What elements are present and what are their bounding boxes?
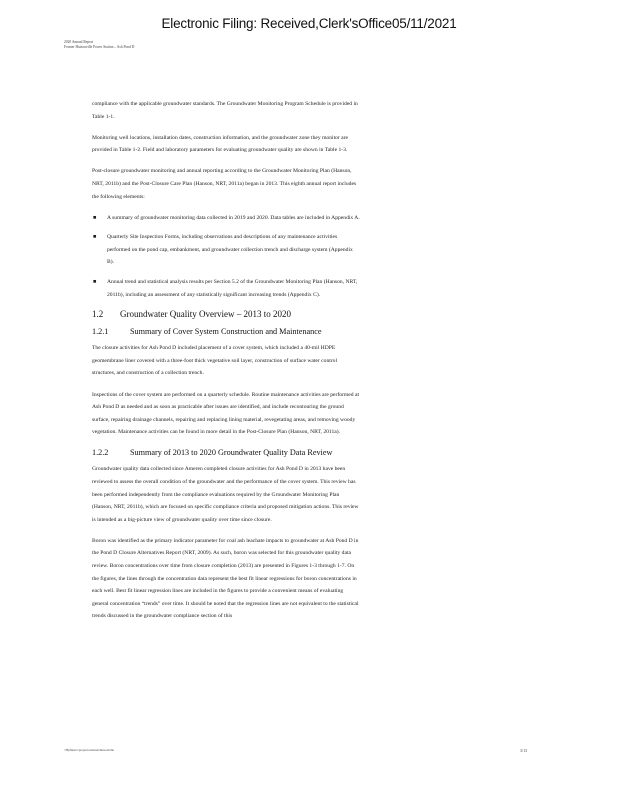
section-title: Groundwater Quality Overview – 2013 to 2020 (120, 309, 291, 320)
running-header (64, 40, 134, 50)
paragraph-monitoring-wells: Monitoring well locations, installation dates, construction information, and the groundwater zone they monitor are provided in Table 1-2. Field and laboratory parameters for evaluating groundwater quality are shown in Table 1-3. (92, 134, 349, 154)
section-heading-1-2-1 (92, 326, 360, 338)
electronic-filing-stamp: Electronic Filing: Received,Clerk'sOffice05/11/2021 (161, 16, 457, 31)
section-number: 1.2.1 (92, 327, 109, 337)
document-body (92, 98, 360, 632)
bullet-square-icon: ■ (93, 234, 97, 241)
running-header-line-1: 2020 Annual Report (64, 40, 94, 44)
bullet-square-icon: ■ (93, 214, 97, 221)
running-header-line-2: Former Hutsonville Power Station – Ash Pond D (64, 45, 135, 49)
list-item (92, 231, 360, 269)
section-number: 1.2 (92, 309, 104, 320)
list-item (92, 276, 360, 301)
section-number: 1.2.2 (92, 448, 109, 458)
paragraph-compliance: compliance with the applicable groundwater standards. The Groundwater Monitoring Program Schedule is provided in Table 1-1. (92, 101, 358, 120)
paragraph-data-review: Groundwater quality data collected since Ameren completed closure activities for Ash Pond D in 2013 have been reviewed to assess the overall condition of the groundwater and the performance of the cover system. This review has been performed independently from the compliance evaluations required by the Groundwater Monitoring Plan (Hanson, NRT, 2011b), which are focused on specific compliance criteria and proposed mitigation actions. This review is intended as a big-picture view of groundwater quality over time since closure. (92, 466, 359, 523)
section-title: Summary of Cover System Construction and Maintenance (130, 327, 322, 337)
report-elements-list (92, 212, 360, 302)
paragraph-inspections: Inspections of the cover system are performed on a quarterly schedule. Routine maintenance activities are performed at Ash Pond D as needed and as soon as practicable after issues are identified, and include recontouring the ground surface, repairing drainage channels, repairing and replacing lining material, revegetating areas, and removing woody vegetation. Maintenance activities can be found in more detail in the Post-Closure Plan (Hanson, NRT, 2011a). (92, 391, 359, 436)
footer-file-path: \\Hpfilesrv\projects\ameren\hutsonville (64, 748, 115, 752)
list-item-text: Quarterly Site Inspection Forms, including observations and descriptions of any maintenance activities performed on the pond cap, embankment, and groundwater collection trench and discharge system (Appendix B). (107, 234, 353, 266)
paragraph-closure-activities: The closure activities for Ash Pond D included placement of a cover system, which included a 40-mil HDPE geomembrane liner covered with a three-foot thick vegetative soil layer, construction of surface water control structures, and construction of a collection trench. (92, 345, 338, 377)
section-heading-1-2-2 (92, 447, 360, 459)
paragraph-post-closure: Post-closure groundwater monitoring and annual reporting according to the Groundwater Monitoring Plan (Hanson, NRT, 2011b) and the Post-Closure Care Plan (Hanson, NRT, 2011a) began in 2013. This eighth annual report includes the following elements: (92, 168, 357, 200)
section-title: Summary of 2013 to 2020 Groundwater Quality Data Review (130, 448, 333, 458)
list-item (92, 212, 360, 225)
list-item-text: A summary of groundwater monitoring data collected in 2019 and 2020. Data tables are included in Appendix A. (107, 214, 360, 221)
bullet-square-icon: ■ (93, 279, 97, 286)
section-heading-1-2 (92, 308, 360, 320)
paragraph-boron: Boron was identified as the primary indicator parameter for coal ash leachate impacts to groundwater at Ash Pond D in the Pond D Closure Alternatives Report (NRT, 2009). As such, boron was selected for this groundwater quality data review. Boron concentrations over time from closure completion (2013) are presented in Figures 1-3 through 1-7. On the figures, the lines through the concentration data represent the best fit linear regressions for boron concentrations in each well. Best fit linear regression lines are included in the figures to provide a convenient means of evaluating general concentration “trends” over time. It should be noted that the regression lines are not equivalent to the statistical trends discussed in the groundwater compliance section of this (92, 537, 359, 620)
page-number: 3/13 (520, 748, 528, 753)
list-item-text: Annual trend and statistical analysis results per Section 5.2 of the Groundwater Monitoring Plan (Hanson, NRT, 2011b), including an assessment of any statistically significant increasing trends (Appendix C). (107, 279, 358, 298)
